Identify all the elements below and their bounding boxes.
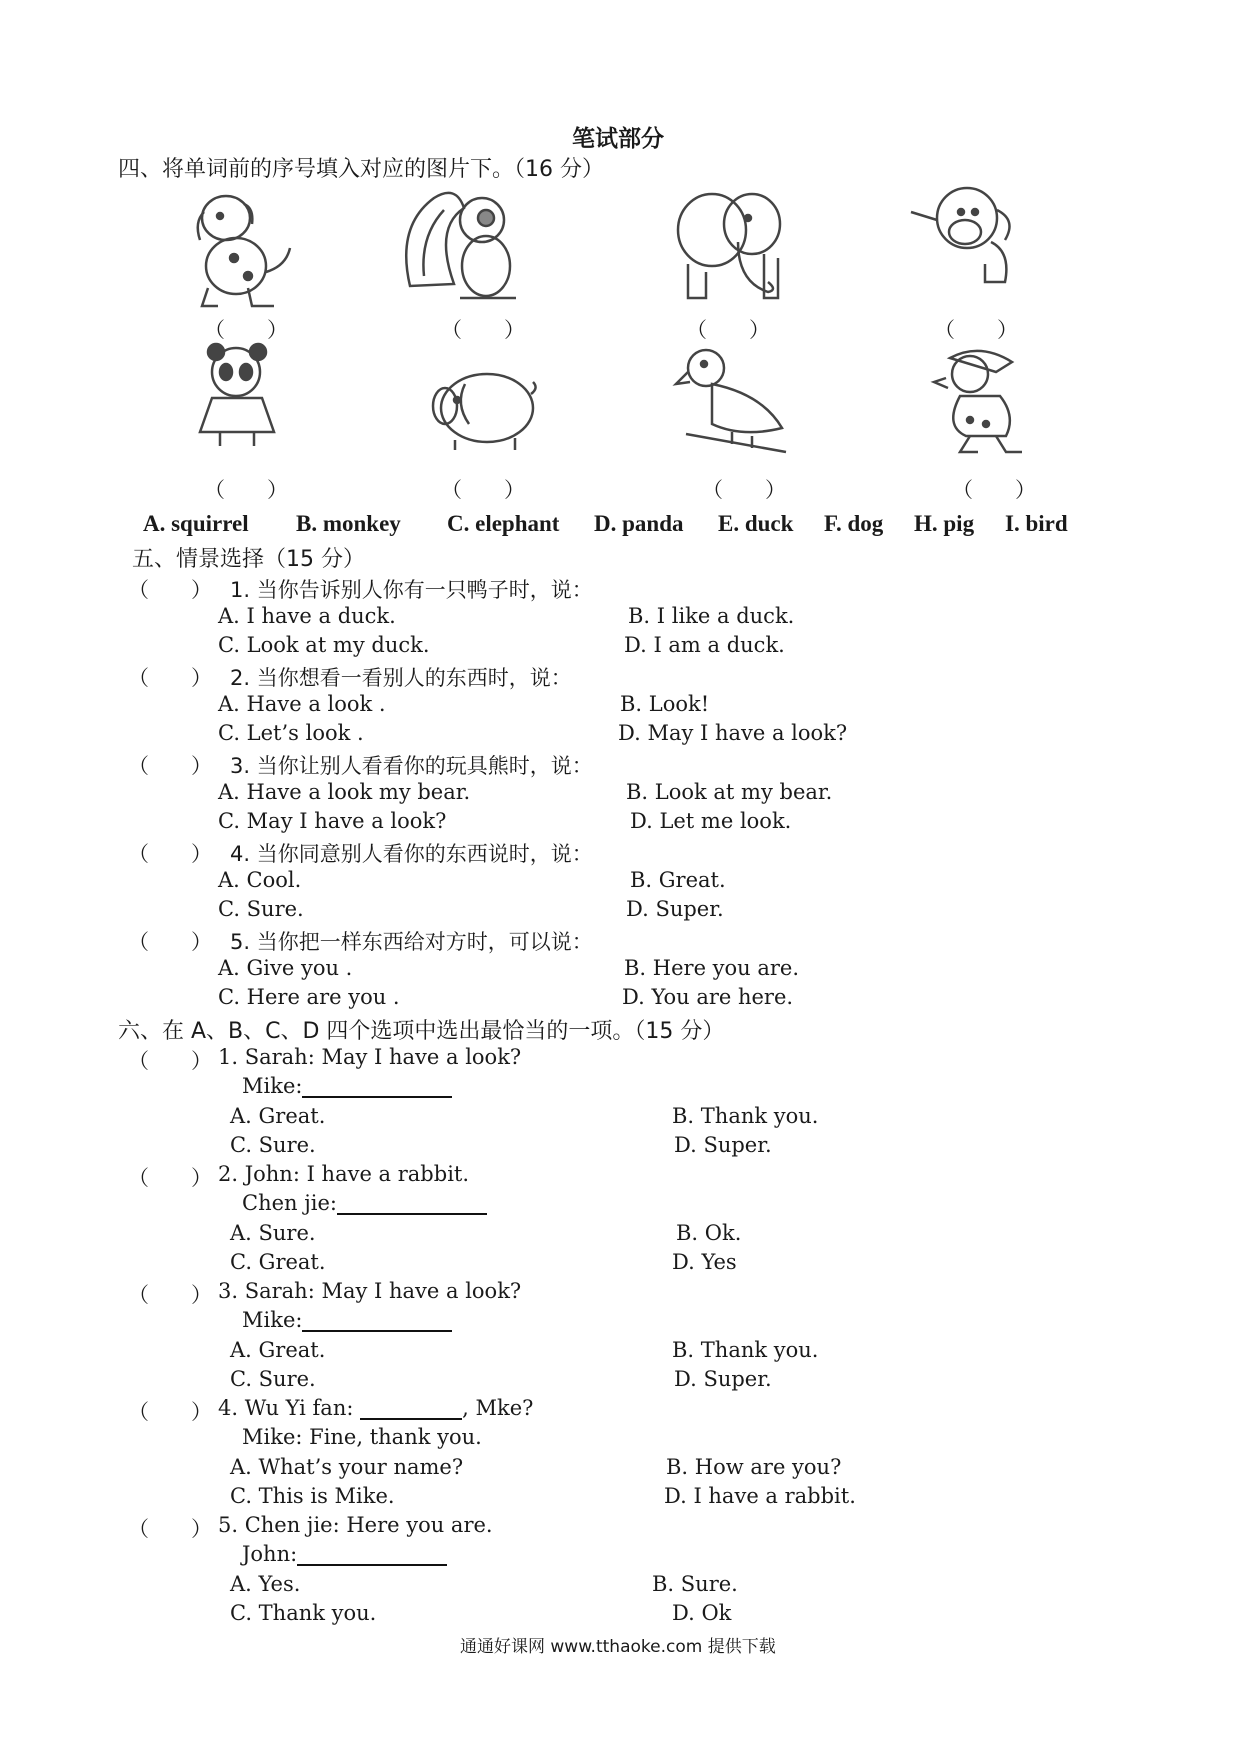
part5-heading: 五、情景选择（15 分） xyxy=(132,547,365,572)
squirrel-picture xyxy=(400,186,530,304)
option-d: D. You are here. xyxy=(622,985,794,1009)
option-a: A. What’s your name? xyxy=(230,1455,464,1479)
answer-blank[interactable] xyxy=(302,1074,452,1098)
response-line: Chen jie: xyxy=(242,1191,487,1215)
question-text: 3. 当你让别人看看你的玩具熊时，说： xyxy=(230,754,593,778)
option-a: A. Yes. xyxy=(230,1572,301,1596)
option-b: B. Ok. xyxy=(676,1221,742,1245)
response-line: Mike: xyxy=(242,1074,452,1098)
option-a: A. Give you . xyxy=(218,956,353,980)
pig-picture xyxy=(425,364,537,454)
answer-blank[interactable] xyxy=(302,1308,452,1332)
option-a: A. Have a look . xyxy=(218,692,386,716)
option-c: C. Sure. xyxy=(230,1367,316,1391)
answer-paren[interactable]: （ ） xyxy=(128,1517,212,1541)
word-option: B. monkey xyxy=(296,511,401,536)
word-option: I. bird xyxy=(1005,511,1068,536)
option-d: D. Ok xyxy=(672,1601,732,1625)
answer-blank[interactable] xyxy=(337,1191,487,1215)
question-text: 4. 当你同意别人看你的东西说时，说： xyxy=(230,842,593,866)
answer-paren[interactable]: （ ） xyxy=(128,1049,212,1073)
answer-paren[interactable]: （ ） xyxy=(934,318,1018,342)
question-text: 1. Sarah: May I have a look? xyxy=(218,1045,522,1069)
word-option: A. squirrel xyxy=(143,511,249,536)
option-a: A. Great. xyxy=(230,1104,326,1128)
option-b: B. Thank you. xyxy=(672,1338,819,1362)
option-b: B. Here you are. xyxy=(624,956,800,980)
option-d: D. Super. xyxy=(674,1133,772,1157)
option-c: C. Here are you . xyxy=(218,985,400,1009)
option-c: C. May I have a look? xyxy=(218,809,447,833)
question-text: 4. Wu Yi fan: , Mke? xyxy=(218,1396,534,1420)
duck-picture xyxy=(930,340,1032,458)
option-b: B. Sure. xyxy=(652,1572,738,1596)
option-b: B. I like a duck. xyxy=(628,604,795,628)
word-option: F. dog xyxy=(824,511,884,536)
answer-blank[interactable] xyxy=(360,1396,462,1420)
answer-paren[interactable]: （ ） xyxy=(128,1400,212,1424)
question-text: 1. 当你告诉别人你有一只鸭子时，说： xyxy=(230,578,593,602)
answer-paren[interactable]: （ ） xyxy=(204,318,288,342)
option-d: D. Yes xyxy=(672,1250,737,1274)
bird-picture xyxy=(672,342,796,464)
panda-picture xyxy=(190,340,288,452)
option-a: A. Have a look my bear. xyxy=(218,780,471,804)
option-c: C. Sure. xyxy=(218,897,304,921)
option-c: C. Sure. xyxy=(230,1133,316,1157)
answer-paren[interactable]: （ ） xyxy=(128,1166,212,1190)
option-d: D. I am a duck. xyxy=(624,633,785,657)
option-c: C. This is Mike. xyxy=(230,1484,395,1508)
question-text: 2. John: I have a rabbit. xyxy=(218,1162,470,1186)
question-text: 5. Chen jie: Here you are. xyxy=(218,1513,493,1537)
option-a: A. Great. xyxy=(230,1338,326,1362)
option-b: B. Great. xyxy=(630,868,726,892)
word-option: H. pig xyxy=(914,511,975,536)
monkey-picture xyxy=(905,180,1030,290)
answer-paren[interactable]: （ ） xyxy=(441,478,525,502)
option-a: A. Sure. xyxy=(230,1221,316,1245)
option-d: D. Super. xyxy=(626,897,724,921)
option-a: A. I have a duck. xyxy=(218,604,396,628)
option-b: B. Look! xyxy=(620,692,710,716)
option-c: C. Thank you. xyxy=(230,1601,377,1625)
question-text: 3. Sarah: May I have a look? xyxy=(218,1279,522,1303)
response-line: John: xyxy=(242,1542,447,1566)
answer-paren[interactable]: （ ） xyxy=(128,842,212,866)
elephant-picture xyxy=(668,180,796,304)
answer-paren[interactable]: （ ） xyxy=(702,478,786,502)
answer-paren[interactable]: （ ） xyxy=(128,578,212,602)
answer-blank[interactable] xyxy=(297,1542,447,1566)
option-d: D. May I have a look? xyxy=(618,721,848,745)
word-option: C. elephant xyxy=(447,511,560,536)
answer-paren[interactable]: （ ） xyxy=(686,318,770,342)
word-option: D. panda xyxy=(594,511,684,536)
answer-paren[interactable]: （ ） xyxy=(128,930,212,954)
question-text: 2. 当你想看一看别人的东西时，说： xyxy=(230,666,572,690)
word-option: E. duck xyxy=(718,511,794,536)
response-line: Mike: Fine, thank you. xyxy=(242,1425,482,1449)
part4-heading: 四、将单词前的序号填入对应的图片下。（16 分） xyxy=(118,157,604,182)
option-c: C. Great. xyxy=(230,1250,326,1274)
option-a: A. Cool. xyxy=(218,868,302,892)
option-c: C. Look at my duck. xyxy=(218,633,430,657)
option-b: B. How are you? xyxy=(666,1455,842,1479)
page-title: 笔试部分 xyxy=(572,126,664,152)
answer-paren[interactable]: （ ） xyxy=(128,666,212,690)
response-line: Mike: xyxy=(242,1308,452,1332)
answer-paren[interactable]: （ ） xyxy=(441,318,525,342)
answer-paren[interactable]: （ ） xyxy=(952,478,1036,502)
footer-text: 通通好课网 www.tthaoke.com 提供下载 xyxy=(460,1637,776,1657)
option-b: B. Look at my bear. xyxy=(626,780,833,804)
option-d: D. Super. xyxy=(674,1367,772,1391)
question-text: 5. 当你把一样东西给对方时，可以说： xyxy=(230,930,593,954)
option-b: B. Thank you. xyxy=(672,1104,819,1128)
option-c: C. Let’s look . xyxy=(218,721,364,745)
option-d: D. Let me look. xyxy=(630,809,792,833)
answer-paren[interactable]: （ ） xyxy=(128,754,212,778)
answer-paren[interactable]: （ ） xyxy=(128,1283,212,1307)
dog-picture xyxy=(178,188,303,310)
part6-heading: 六、在 A、B、C、D 四个选项中选出最恰当的一项。（15 分） xyxy=(118,1019,725,1044)
option-d: D. I have a rabbit. xyxy=(664,1484,856,1508)
answer-paren[interactable]: （ ） xyxy=(204,478,288,502)
